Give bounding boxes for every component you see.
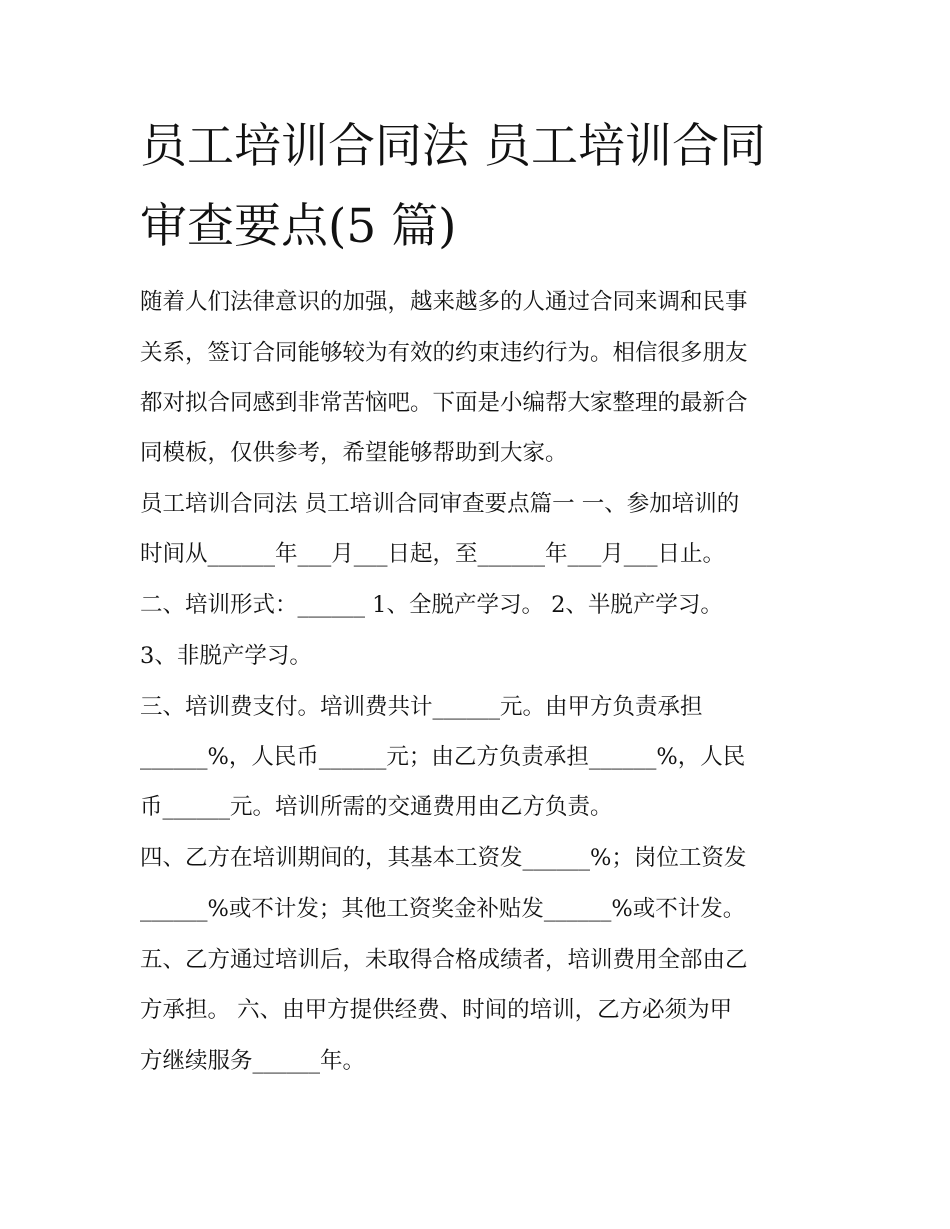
clause-four-line-1: 四、乙方在培训期间的，其基本工资发______%；岗位工资发 [140, 845, 747, 871]
clause-one-line-2: 时间从______年___月___日起，至______年___月___日止。 [140, 541, 726, 567]
clause-five-line-2: 方承担。 六、由甲方提供经费、时间的培训，乙方必须为甲 [140, 997, 733, 1023]
intro-paragraph-line-2: 关系，签订合同能够较为有效的约束违约行为。相信很多朋友 [140, 340, 748, 366]
clause-two-line-2: 3、非脱产学习。 [140, 643, 312, 669]
clause-one-line-1: 员工培训合同法 员工培训合同审查要点篇一 一、参加培训的 [140, 491, 740, 517]
intro-paragraph-line-1: 随着人们法律意识的加强，越来越多的人通过合同来调和民事 [140, 289, 748, 315]
intro-paragraph-line-4: 同模板，仅供参考，希望能够帮助到大家。 [140, 440, 568, 466]
clause-three-line-1: 三、培训费支付。培训费共计______元。由甲方负责承担 [140, 694, 703, 720]
clause-two-line-1: 二、培训形式：______ 1、全脱产学习。 2、半脱产学习。 [140, 592, 723, 618]
document-title-line-1: 员工培训合同法 员工培训合同 [140, 119, 766, 174]
clause-six-line-1: 方继续服务______年。 [140, 1048, 366, 1074]
intro-paragraph-line-3: 都对拟合同感到非常苦恼吧。下面是小编帮大家整理的最新合 [140, 390, 748, 416]
clause-five-line-1: 五、乙方通过培训后，未取得合格成绩者，培训费用全部由乙 [140, 947, 748, 973]
clause-four-line-2: ______%或不计发；其他工资奖金补贴发______%或不计发。 [140, 896, 746, 922]
document-title-line-2: 审查要点(5 篇) [140, 199, 457, 254]
clause-three-line-3: 币______元。培训所需的交通费用由乙方负责。 [140, 794, 613, 820]
clause-three-line-2: ______%，人民币______元；由乙方负责承担______%，人民 [140, 744, 746, 770]
